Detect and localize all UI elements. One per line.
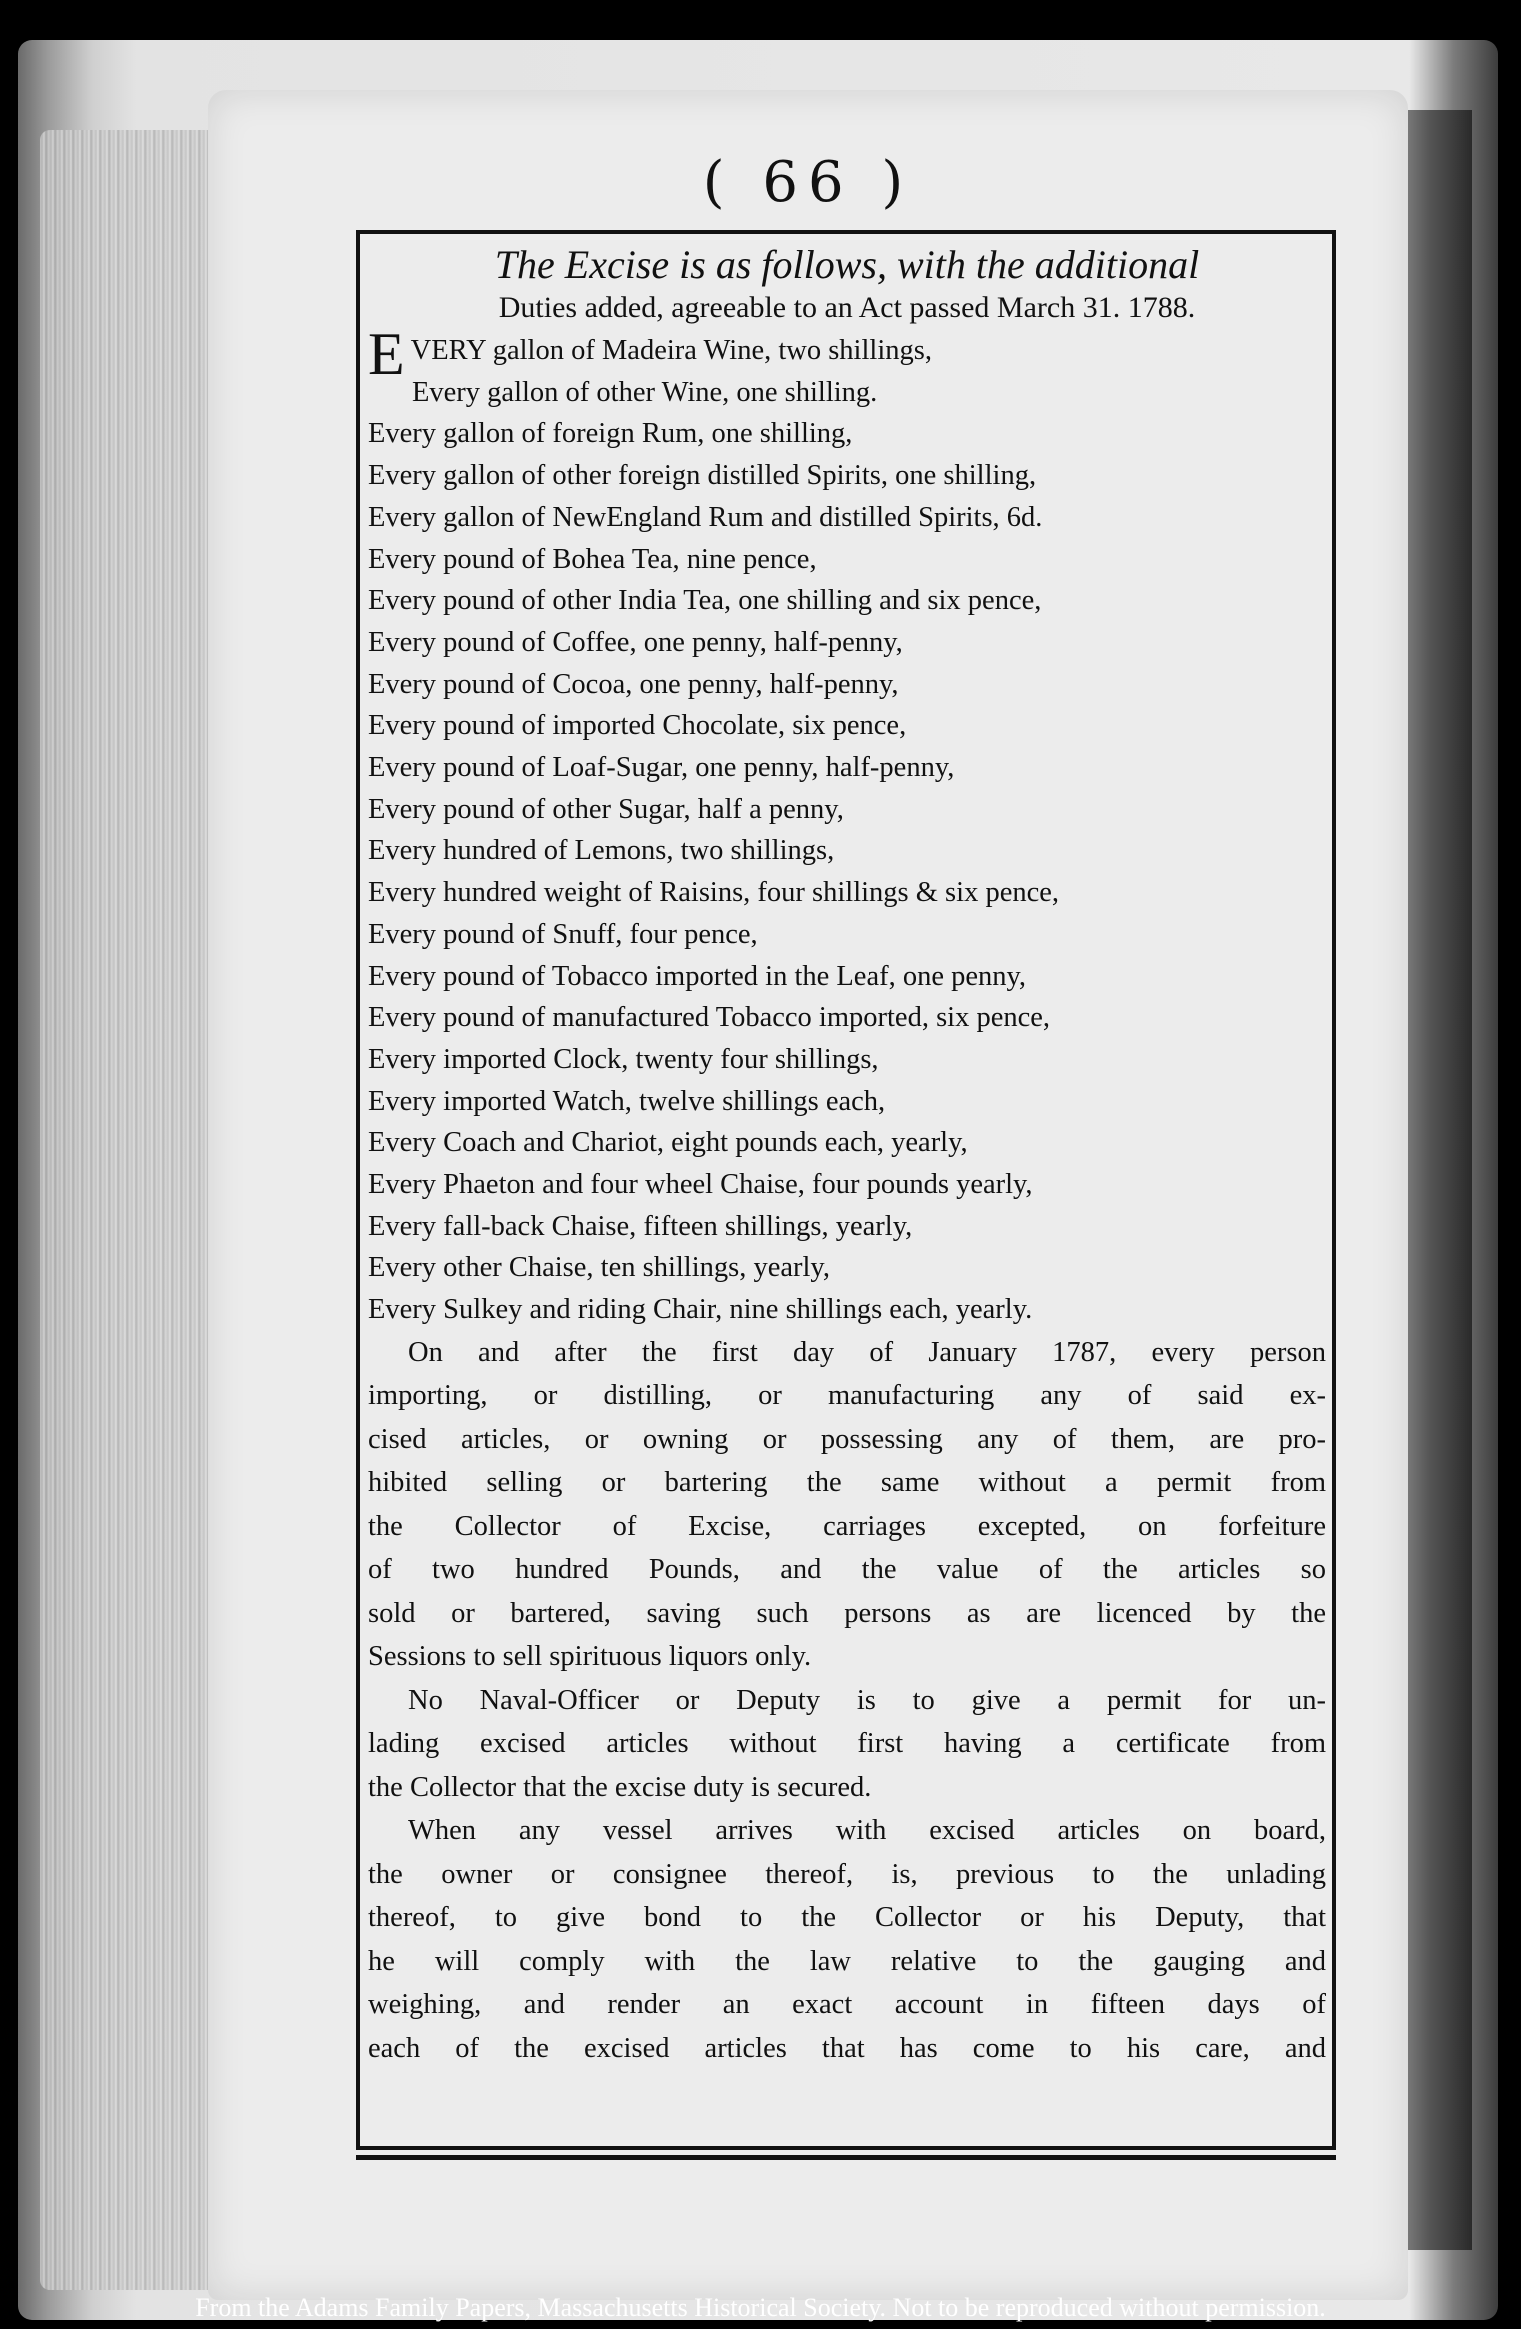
paragraph-line: No Naval-Officer or Deputy is to give a permit for un-: [408, 1684, 1326, 1716]
excise-item: Every gallon of other foreign distilled Spirits, one shilling,: [368, 460, 1037, 492]
heading-subtitle: Duties added, agreeable to an Act passed March 31. 1788.: [498, 291, 1196, 324]
page: [208, 90, 1408, 2300]
paragraph-line: sold or bartered, saving such persons as are licenced by the: [368, 1597, 1326, 1629]
excise-item: Every Sulkey and riding Chair, nine shillings each, yearly.: [368, 1294, 1033, 1326]
excise-item: Every pound of other Sugar, half a penny,: [368, 793, 844, 825]
excise-item: Every pound of other India Tea, one shilling and six pence,: [368, 585, 1042, 617]
page-number: ( 66 ): [702, 150, 914, 215]
excise-item: Every pound of Bohea Tea, nine pence,: [368, 543, 817, 575]
excise-item-first-text: VERY gallon of Madeira Wine, two shillings,: [410, 335, 932, 366]
heading-title: The Excise is as follows, with the additional: [494, 242, 1200, 287]
paragraph-permit-rule: [368, 1331, 1326, 1679]
paragraph-line: hibited selling or bartering the same without a permit from: [368, 1467, 1326, 1499]
excise-item: Every Phaeton and four wheel Chaise, four pounds yearly,: [368, 1169, 1033, 1201]
paragraph-naval-officer: [368, 1679, 1326, 1810]
excise-item: Every pound of imported Chocolate, six pence,: [368, 710, 907, 742]
excise-item: Every other Chaise, ten shillings, yearly,: [368, 1252, 830, 1284]
excise-item: Every gallon of other Wine, one shilling.: [412, 376, 878, 408]
copyright-notice: From the Adams Family Papers, Massachusetts Historical Society. Not to be reproduced without permission.: [195, 2293, 1326, 2322]
paragraph-line: importing, or distilling, or manufacturing any of said ex-: [368, 1380, 1326, 1412]
excise-item: Every hundred of Lemons, two shillings,: [368, 835, 835, 867]
paragraph-line: the owner or consignee thereof, is, previous to the unlading: [368, 1858, 1326, 1890]
excise-item: Every Coach and Chariot, eight pounds each, yearly,: [368, 1127, 968, 1159]
paragraph-line: cised articles, or owning or possessing any of them, are pro-: [368, 1423, 1326, 1455]
excise-item: Every pound of Tobacco imported in the Leaf, one penny,: [368, 960, 1027, 992]
excise-item-first: [368, 321, 1326, 387]
excise-item: Every hundred weight of Raisins, four shillings & six pence,: [368, 877, 1060, 909]
drop-cap: E: [368, 321, 405, 387]
paragraph-line: each of the excised articles that has come to his care, and: [368, 2032, 1326, 2064]
paragraph-line: the Collector that the excise duty is secured.: [368, 1771, 872, 1803]
excise-item: Every fall-back Chaise, fifteen shillings, yearly,: [368, 1210, 913, 1242]
text-frame: [356, 230, 1336, 2150]
book: [18, 40, 1498, 2320]
paragraph-line: of two hundred Pounds, and the value of the articles so: [368, 1554, 1326, 1586]
paragraph-line: the Collector of Excise, carriages excepted, on forfeiture: [368, 1510, 1326, 1542]
excise-item: Every pound of Loaf-Sugar, one penny, half-penny,: [368, 752, 955, 784]
paragraph-line: When any vessel arrives with excised articles on board,: [408, 1815, 1326, 1847]
excise-item: Every pound of manufactured Tobacco imported, six pence,: [368, 1002, 1051, 1034]
paragraph-vessel-arrival: [368, 1809, 1326, 2070]
excise-item: Every pound of Coffee, one penny, half-penny,: [368, 626, 903, 658]
excise-item: Every gallon of foreign Rum, one shilling,: [368, 418, 853, 450]
paragraph-line: Sessions to sell spirituous liquors only.: [368, 1641, 812, 1673]
excise-item: Every pound of Cocoa, one penny, half-penny,: [368, 668, 899, 700]
paragraph-line: lading excised articles without first having a certificate from: [368, 1728, 1326, 1760]
excise-item: Every imported Clock, twenty four shillings,: [368, 1043, 879, 1075]
page-edges: [40, 130, 210, 2290]
paragraph-line: On and after the first day of January 1787, every person: [408, 1336, 1326, 1368]
paragraph-line: weighing, and render an exact account in fifteen days of: [368, 1989, 1326, 2021]
paragraph-line: thereof, to give bond to the Collector or his Deputy, that: [368, 1902, 1326, 1934]
excise-item: Every pound of Snuff, four pence,: [368, 918, 758, 950]
excise-item: Every imported Watch, twelve shillings each,: [368, 1085, 886, 1117]
excise-item: Every gallon of NewEngland Rum and distilled Spirits, 6d.: [368, 501, 1043, 533]
paragraph-line: he will comply with the law relative to the gauging and: [368, 1945, 1326, 1977]
